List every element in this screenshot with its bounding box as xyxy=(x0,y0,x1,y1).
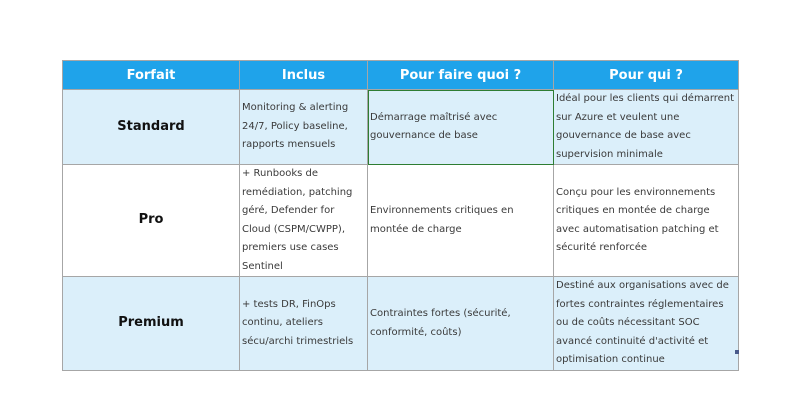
purpose-cell[interactable]: Environnements critiques en montée de charge xyxy=(368,165,554,277)
header-inclus[interactable]: Inclus xyxy=(240,61,368,90)
table-row-pro xyxy=(63,165,739,277)
audience-cell[interactable]: Conçu pour les environnements critiques en montée de charge avec automatisation patching et sécurité renforcée xyxy=(554,165,739,277)
table-resize-handle[interactable] xyxy=(735,350,739,354)
plan-name-cell[interactable]: Standard xyxy=(63,90,240,165)
table-row-standard xyxy=(63,90,739,165)
plan-name-cell[interactable]: Premium xyxy=(63,277,240,371)
included-cell[interactable]: + Runbooks de remédiation, patching géré, Defender for Cloud (CSPM/CWPP), premiers use cases Sentinel xyxy=(240,165,368,277)
header-pour-faire-quoi[interactable]: Pour faire quoi ? xyxy=(368,61,554,90)
table-row-premium xyxy=(63,277,739,371)
purpose-cell[interactable]: Contraintes fortes (sécurité, conformité, coûts) xyxy=(368,277,554,371)
audience-cell[interactable]: Idéal pour les clients qui démarrent sur Azure et veulent une gouvernance de base avec supervision minimale xyxy=(554,90,739,165)
included-cell[interactable]: + tests DR, FinOps continu, ateliers sécu/archi trimestriels xyxy=(240,277,368,371)
header-row xyxy=(63,61,739,90)
header-forfait[interactable]: Forfait xyxy=(63,61,240,90)
purpose-cell-selected[interactable]: Démarrage maîtrisé avec gouvernance de base xyxy=(368,90,554,165)
plan-name-cell[interactable]: Pro xyxy=(63,165,240,277)
audience-cell[interactable]: Destiné aux organisations avec de fortes contraintes réglementaires ou de coûts nécessitant SOC avancé continuité d'activité et optimisation continue xyxy=(554,277,739,371)
included-cell[interactable]: Monitoring & alerting 24/7, Policy baseline, rapports mensuels xyxy=(240,90,368,165)
header-pour-qui[interactable]: Pour qui ? xyxy=(554,61,739,90)
plans-table xyxy=(62,60,739,371)
